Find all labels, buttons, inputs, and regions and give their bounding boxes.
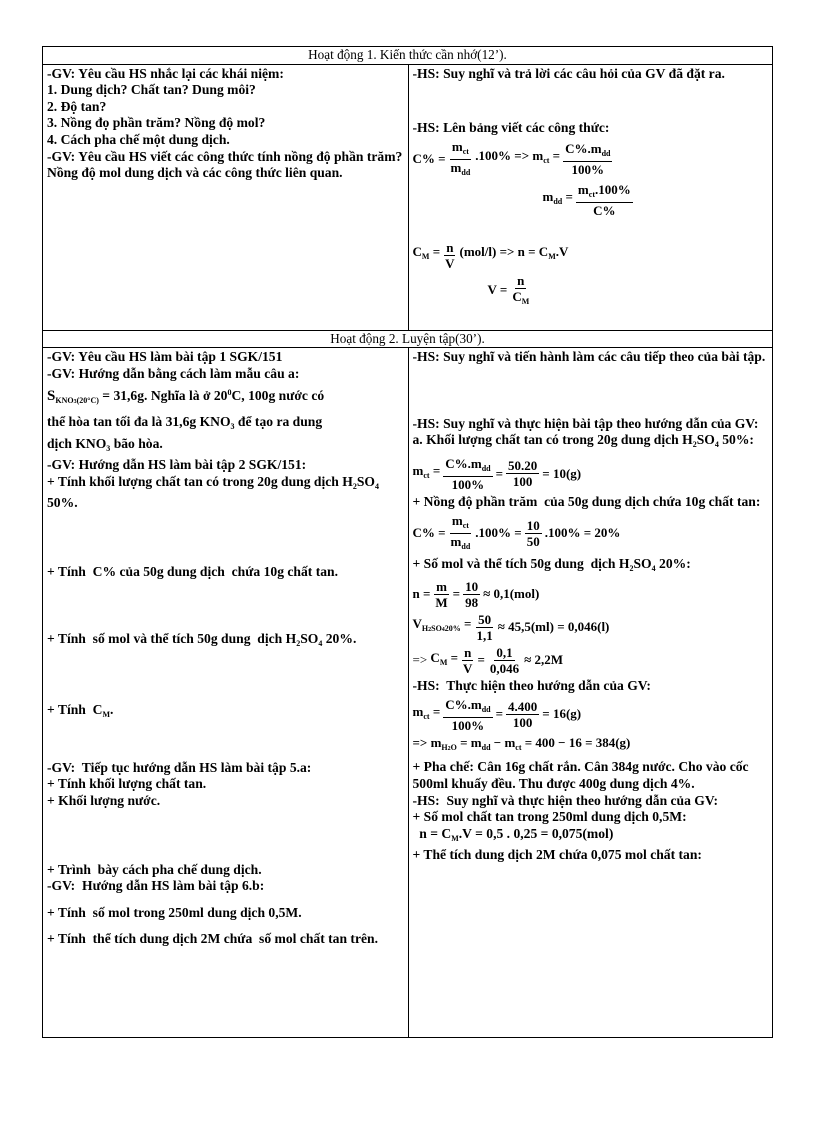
a2-left-line: -GV: Tiếp tục hướng dẫn HS làm bài tập 5.a: [47,759,312,775]
a1-left-line: 1. Dung dịch? Chất tan? Dung môi? [47,82,256,98]
a2-left-line: + Tính khối lượng chất tan có trong 20g dung dịch $H_2SO_4$ 50%. [47,473,383,511]
formula-cm: $C_M$ = $\frac{n}{V}$ $(mol/l) => n = C_M.V$ [412,239,569,271]
a2-right-line: + Số mol chất tan trong 250ml dung dịch 0,5M: [412,809,687,825]
a2-right-line: -HS: Suy nghĩ và tiến hành làm các câu tiếp theo của bài tập. [412,349,766,365]
a1-right-intro: -HS: Suy nghĩ và trả lời các câu hỏi của GV đã đặt ra. [412,65,725,81]
a1-left-line: 4. Cách pha chế một dung dịch. [47,131,230,147]
formula-n-calc: n = $\frac{m}{M}$ = $\frac{10}{98}$ ≈ 0,1(mol) [412,579,540,611]
a2-right-line: + Pha chế: Cân 16g chất rắn. Cân 384g nước. Cho vào cốc 500ml khuấy đều. Thu được 400g dung dịch 4%. [412,759,752,791]
a2-left-line: dịch $KNO_3$ bão hòa. [47,435,163,453]
a2-left-line: + Khối lượng nước. [47,792,161,808]
a2-left-line: + Trình bày cách pha chế dung dịch. [47,861,262,877]
lesson-table [42,46,773,1038]
a2-left-line: -GV: Yêu cầu HS làm bài tập 1 SGK/151 [47,349,283,365]
formula-v: V = $\frac{n}{C_M}$ [487,272,530,306]
a2-right-line: a. Khối lượng chất tan có trong 20g dung dịch $H_2SO_4$ 50%: [412,432,754,450]
a2-left-line: + Tính số mol trong 250ml dung dịch 0,5M. [47,904,302,920]
formula-mh2o: => $m_{H2O} = m_{dd} - m_{ct} = 400 - 16 = 384(g)$ [412,734,631,752]
a1-left-line: -GV: Yêu cầu HS nhắc lại các khái niệm: [47,65,284,81]
a1-formulas-intro: -HS: Lên bảng viết các công thức: [412,120,610,136]
a1-left-line: -GV: Yêu cầu HS viết các công thức tính nồng độ phần trăm? Nồng độ mol dung dịch và các công thức liên quan. [47,148,406,181]
a2-right-line: + Thể tích dung dịch 2M chứa 0,075 mol chất tan: [412,847,702,863]
activity2-body-row [43,348,773,1038]
a2-left-line: + Tính số mol và thể tích 50g dung dịch $H_2SO_4$ 20%. [47,630,357,648]
a1-left-line: 3. Nồng đọ phần trăm? Nồng độ mol? [47,115,266,131]
activity2-teacher-cell [43,348,409,1038]
a2-left-line: -GV: Hướng dẫn HS làm bài tập 2 SGK/151: [47,457,307,473]
activity2-student-cell [408,348,773,1038]
a2-right-line: + Nồng độ phần trăm của 50g dung dịch chứa 10g chất tan: [412,493,761,509]
formula-v-calc: $V_{H2SO420\%}$ = $\frac{50}{1,1}$ ≈ 45,5(ml) = 0,046(l) [412,612,610,644]
a2-solubility-line: $S_{KNO3(20^\circ C)} = 31,6g$. Nghĩa là ở $20^0C$, 100g nước có [47,388,325,406]
lesson-table-wrapper [42,46,773,1038]
formula-mct-5a: $m_{ct}$ = $\frac{C\%.m_{dd}}{100\%}$ = $\frac{4.400}{100}$ = 16(g) [412,696,582,733]
activity1-body-row [43,64,773,330]
formula-mct-calc: $m_{ct}$ = $\frac{C\%.m_{dd}}{100\%}$ = $\frac{50.20}{100}$ = 10(g) [412,455,582,492]
a2-right-line: -HS: Suy nghĩ và thực hiện theo hướng dẫn của GV: [412,792,718,808]
a2-right-line: + Số mol và thể tích 50g dung dịch $H_2SO_4$ 20%: [412,555,691,573]
a2-right-line: $n = C_M.V = 0,5$ . 0,25 = 0,075(mol) [412,825,614,843]
a2-left-line: + Tính thể tích dung dịch 2M chứa số mol chất tan trên. [47,931,378,947]
activity2-header-row [43,330,773,348]
formula-cm-calc: => $C_M$ = $\frac{n}{V}$ = $\frac{0,1}{0,046}$ ≈ 2,2M [412,645,564,677]
activity2-header: Hoạt động 2. Luyện tập(30’). [43,330,773,348]
a2-right-line: -HS: Suy nghĩ và thực hiện bài tập theo hướng dẫn của GV: [412,415,759,431]
a2-left-line: + Tính C% của 50g dung dịch chứa 10g chất tan. [47,563,338,579]
formula-mdd: $m_{dd}$ = $\frac{m_{ct}.100\%}{C\%}$ [542,181,631,218]
a1-left-line: 2. Độ tan? [47,98,107,114]
a2-left-line: thể hòa tan tối đa là 31,6g $KNO_3$ để tạo ra dung [47,413,323,431]
a2-left-line: + Tính khối lượng chất tan. [47,776,207,792]
activity1-student-cell [408,64,773,330]
formula-c-percent-calc: C% = $\frac{m_{ct}}{m_{dd}}$ .100% = $\frac{10}{50}$ .100% = 20% [412,512,621,551]
a2-right-line: -HS: Thực hiện theo hướng dẫn của GV: [412,678,651,694]
a2-left-line: -GV: Hướng dẫn HS làm bài tập 6.b: [47,878,265,894]
formula-c-percent: C% = $\frac{m_{ct}}{m_{dd}}$ $.100\% => m_{ct}$ = $\frac{C\%.m_{dd}}{100\%}$ [412,138,611,178]
a2-left-line: -GV: Hướng dẫn bằng cách làm mẫu câu a: [47,365,300,381]
a2-left-line: + Tính $C_M$. [47,702,114,720]
activity1-header-row [43,47,773,65]
activity1-teacher-cell [43,64,409,330]
activity1-header: Hoạt động 1. Kiến thức cần nhớ(12’). [43,47,773,65]
